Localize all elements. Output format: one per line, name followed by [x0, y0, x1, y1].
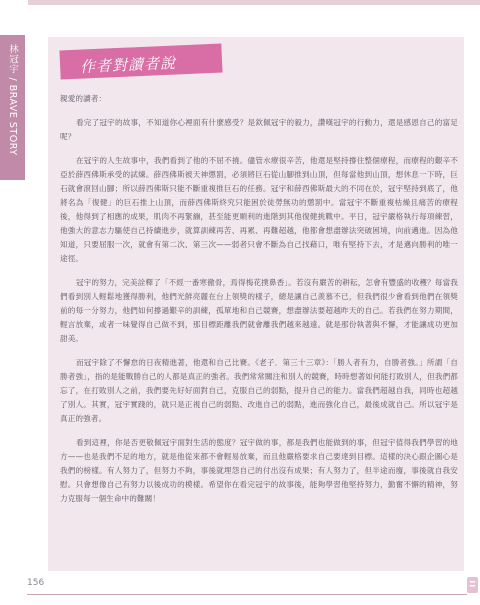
body-paragraph: 在冠宇的人生故事中，我們看到了他的不屈不撓。儘管水療很辛苦，他還是堅持撐住整個療程，而療程的艱辛不亞於薛西佛斯承受的試煉。薛西佛斯被天神懲罰，必須將巨石從山腳推到山頂，但每當他到山頂，想休息一下時，巨石就會滾回山腳；所以薛西佛斯只能不斷重複推巨石的任務。冠宇和薛西佛斯最大的不同在於，冠宇堅持到底了，他將名為「復健」的巨石推上山頂，而薛西佛斯終究只能困於徒勞無功的懲罰中。當冠宇不斷重複枯燥且痛苦的療程後，他得到了相應的成果，肌肉不再緊繃，甚至能更順利的進階到其他復健挑戰中。平日，冠宇嚴格執行每項練習，他強大的意志力驅使自己持續進步，就算訓練再苦、再累、再難超越，他都會想盡辦法突破困境，向前邁進。因為他知道，只要屈服一次，就會有第二次、第三次——弱者只會不斷為自己找藉口，唯有堅持下去，才是邁向勝利的唯一途徑。 [60, 156, 458, 263]
body-paragraph: 冠宇的努力，完美詮釋了「不經一番寒徹骨，焉得梅花撲鼻香」。若沒有嚴苦的耕耘，怎會有豐盛的收穫？每當我們看到別人輕鬆地獲得勝利，他們光鮮亮麗在台上領獎的樣子，總是讓自己羨慕不已，但我們很少會看到他們在領獎前的每一分努力，他們如何撐過艱辛的訓練，孤單地和自己競賽，想盡辦法要超越昨天的自己。若我們在努力期間，輕言放棄，或者一味覺得自己做不到，那目標距離我們就會離我們越來越遠。就是那份執著與不懈，才能讓成功更加甜美。 [60, 278, 458, 343]
page-number: 156 [27, 578, 45, 588]
article-body [60, 92, 458, 516]
body-paragraph: 看完了冠宇的故事，不知道你心裡面有什麼感受？是欽佩冠宇的毅力，讚嘆冠宇的行動力，還是感恩自己的富足呢？ [60, 118, 458, 141]
page-corner-icon [465, 575, 480, 595]
side-tab-label: 林冠宇 / BRAVE STORY [7, 44, 18, 156]
body-paragraph: 看到這裡，你是否更敬佩冠宇面對生活的態度？冠宇做的事，都是我們也能做到的事，但冠宇值得我們學習的地方——也是我們不足的地方，就是他從來都不會輕易放棄，而且他嚴格要求自己要達到目標。這樣的決心跟企圖心是我們的榜樣。有人努力了，但努力不夠，事後就埋怨自己的付出沒有成果；有人努力了，但半途而廢，事後就自我安慰。只會想像自己有努力以後成功的模樣。希望你在看完冠宇的故事後，能夠學習他堅持努力，勤奮不懈的精神，努力克服每一個生命中的難關！ [60, 438, 458, 503]
footer-divider [27, 594, 467, 595]
top-frame-strip [28, 0, 480, 5]
body-paragraph: 而冠宇除了不懈怠的日夜精進著，他還和自己比賽。《老子．第三十三章》：「勝人者有力，自勝者強。」所謂「自勝者強」，指的是能戰勝自己的人都是真正的強者。我們常常關注和別人的競賽，時時想著如何能打敗別人，但我們都忘了，在打敗別人之前，我們要先好好面對自己，克服自己的弱點，提升自己的能力。當我們超越自我，同時也超越了別人。其實，冠宇實踐的，就只是正視自己的弱點、改進自己的弱點，進而強化自己，最後成就自己。所以冠宇是真正的強者。 [60, 358, 458, 423]
section-title: 作者對讀者說 [79, 53, 177, 77]
greeting-paragraph: 親愛的讀者： [60, 94, 107, 103]
